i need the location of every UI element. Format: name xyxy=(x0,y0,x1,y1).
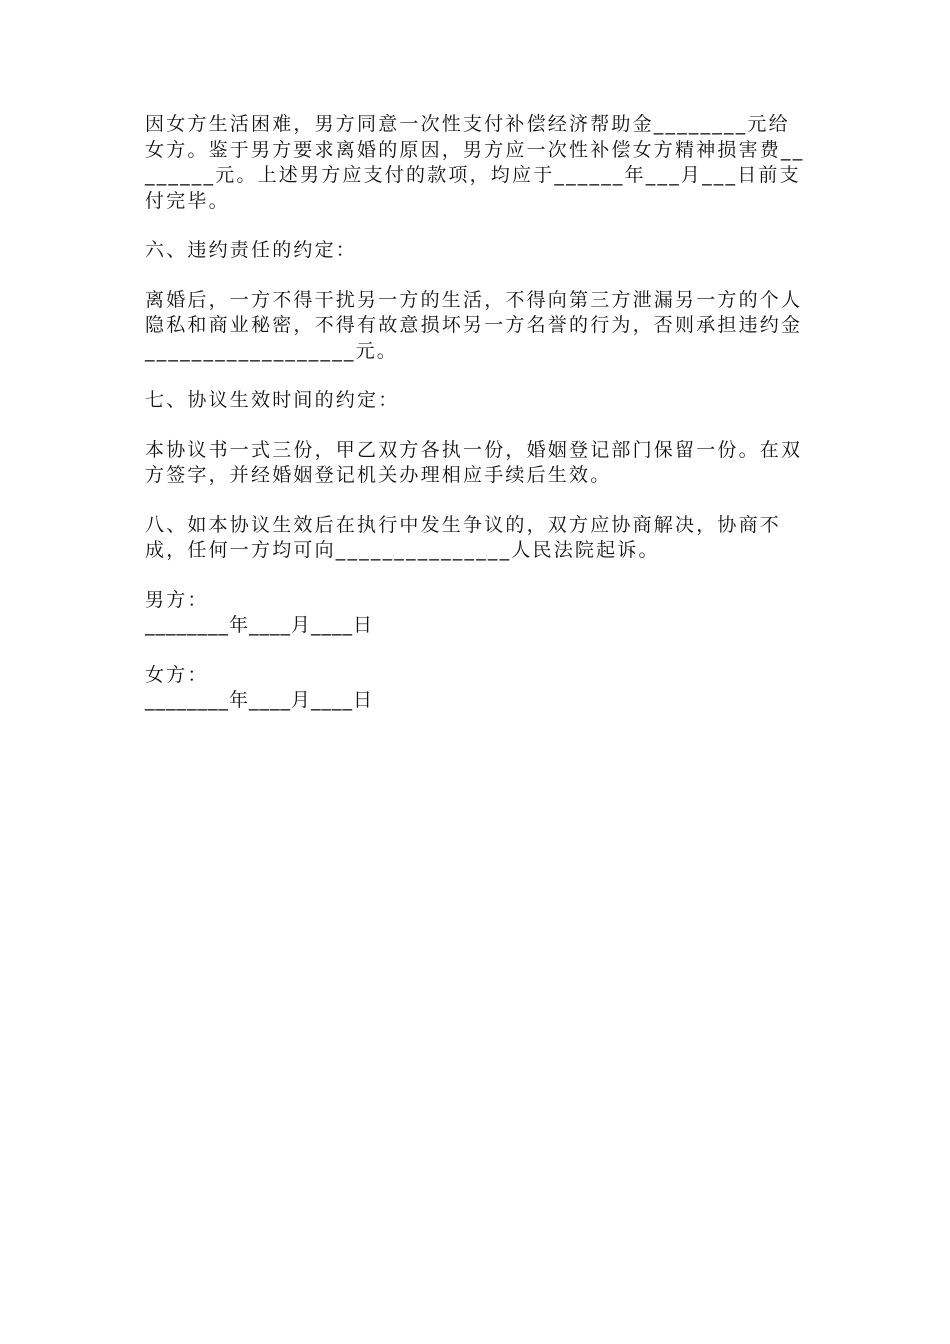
dispute-paragraph: 八、如本协议生效后在执行中发生争议的，双方应协商解决，协商不成，任何一方均可向_______________人民法院起诉。 xyxy=(145,513,782,561)
male-signature-label: 男方： xyxy=(145,588,209,611)
male-signature-date: ________年____月____日 xyxy=(145,614,374,636)
breach-paragraph: 离婚后，一方不得干扰另一方的生活，不得向第三方泄漏另一方的个人隐私和商业秘密，不得有故意损坏另一方名誉的行为，否则承担违约金__________________元。 xyxy=(145,288,803,362)
compensation-paragraph: 因女方生活困难，男方同意一次性支付补偿经济帮助金________元给女方。鉴于男方要求离婚的原因，男方应一次性补偿女方精神损害费________元。上述男方应支付的款项，均应于______年___月___日前支付完毕。 xyxy=(145,113,805,212)
section-six-heading: 六、违约责任的约定： xyxy=(145,239,358,261)
section-seven-heading: 七、协议生效时间的约定： xyxy=(145,389,400,411)
female-signature-label: 女方： xyxy=(145,663,209,686)
effective-paragraph: 本协议书一式三份，甲乙双方各执一份，婚姻登记部门保留一份。在双方签字，并经婚姻登记机关办理相应手续后生效。 xyxy=(145,438,803,486)
document-body xyxy=(145,112,810,714)
female-signature-date: ________年____月____日 xyxy=(145,689,374,711)
